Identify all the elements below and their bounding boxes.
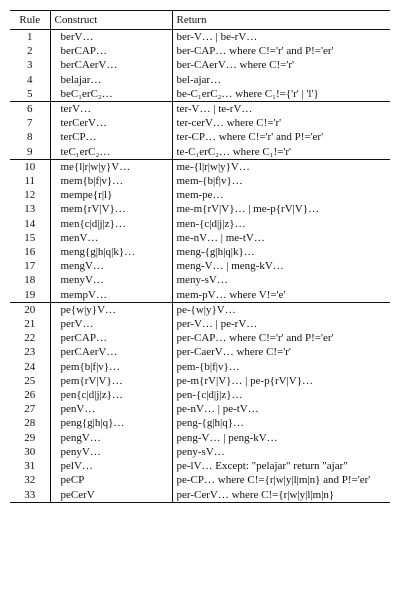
construct-cell: pengV…	[50, 431, 172, 445]
return-cell: peng-{g|h|q}…	[172, 416, 390, 430]
table-row	[10, 44, 390, 58]
rule-number: 9	[10, 145, 50, 160]
rule-number: 21	[24, 318, 36, 331]
table-row	[10, 188, 390, 202]
table-row	[10, 402, 390, 416]
table-row	[10, 459, 390, 473]
construct-cell: peCerV	[50, 488, 172, 503]
construct-cell: men{c|d|j|z}…	[50, 217, 172, 231]
construct-cell: berCAP…	[50, 44, 172, 58]
rule-number: 25	[24, 374, 36, 387]
return-cell: mem-pV… where V!='e'	[172, 288, 390, 303]
rule-number: 22	[24, 332, 36, 345]
construct-cell: mem{b|f|v}…	[50, 174, 172, 188]
construct-cell: mempV…	[50, 288, 172, 303]
return-cell: pe-CP… where C!={r|w|y|l|m|n} and P!='er'	[172, 473, 390, 487]
construct-cell: beC₁erC₂…	[50, 87, 172, 102]
rule-number: 19	[10, 288, 50, 303]
rule-number: 20	[24, 303, 36, 316]
rule-number: 6	[27, 103, 33, 116]
return-cell: ter-cerV… where C!='r'	[172, 116, 390, 130]
table-row	[10, 102, 390, 117]
rule-number: 28	[24, 417, 36, 430]
table-row	[10, 302, 390, 317]
return-cell: ter-V… | te-rV…	[172, 102, 390, 117]
construct-cell: me{l|r|w|y}V…	[50, 159, 172, 174]
return-cell: pen-{c|d|j|z}…	[172, 388, 390, 402]
construct-cell: terCP…	[50, 130, 172, 144]
return-cell: meng-V… | meng-kV…	[172, 259, 390, 273]
table-row	[10, 360, 390, 374]
return-cell: pe-{w|y}V…	[172, 302, 390, 317]
rule-number: 32	[24, 474, 36, 487]
table-row	[10, 217, 390, 231]
rule-number: 18	[24, 274, 36, 287]
construct-cell: pem{rV|V}…	[50, 374, 172, 388]
return-cell: per-CerV… where C!={r|w|y|l|m|n}	[172, 488, 390, 503]
construct-cell: penyV…	[50, 445, 172, 459]
construct-cell: pe{w|y}V…	[50, 302, 172, 317]
return-cell: peng-V… | peng-kV…	[172, 431, 390, 445]
table-row	[10, 245, 390, 259]
rule-number: 29	[24, 431, 36, 444]
return-cell: ber-CAerV… where C!='r'	[172, 58, 390, 72]
rule-number: 14	[24, 217, 36, 230]
header-construct: Construct	[50, 11, 172, 30]
rule-number: 33	[10, 488, 50, 503]
table-row	[10, 58, 390, 72]
return-cell: per-CAP… where C!='r' and P!='er'	[172, 331, 390, 345]
return-cell: pe-nV… | pe-tV…	[172, 402, 390, 416]
return-cell: me-nV… | me-tV…	[172, 231, 390, 245]
return-cell: ber-V… | be-rV…	[172, 30, 390, 45]
rule-number: 4	[27, 73, 33, 86]
table-row	[10, 374, 390, 388]
rule-number: 30	[24, 445, 36, 458]
table-row	[10, 317, 390, 331]
table-row	[10, 73, 390, 87]
return-cell: ber-CAP… where C!='r' and P!='er'	[172, 44, 390, 58]
table-row	[10, 345, 390, 359]
return-cell: te-C₁erC₂… where C₁!='r'	[172, 145, 390, 160]
return-cell: mem-{b|f|v}…	[172, 174, 390, 188]
return-cell: meny-sV…	[172, 273, 390, 287]
construct-cell: perCAerV…	[50, 345, 172, 359]
table-row	[10, 202, 390, 216]
construct-cell: menyV…	[50, 273, 172, 287]
rule-number: 27	[24, 403, 36, 416]
construct-cell: perCAP…	[50, 331, 172, 345]
table-row	[10, 445, 390, 459]
rule-number: 23	[24, 346, 36, 359]
rule-number: 16	[24, 246, 36, 259]
return-cell: pem-{b|f|v}…	[172, 360, 390, 374]
header-rule: Rule	[10, 11, 50, 30]
table-row	[10, 116, 390, 130]
rule-number: 12	[24, 189, 36, 202]
construct-cell: pem{b|f|v}…	[50, 360, 172, 374]
construct-cell: penV…	[50, 402, 172, 416]
return-cell: bel-ajar…	[172, 73, 390, 87]
rules-table	[10, 10, 390, 503]
header-return: Return	[172, 11, 390, 30]
construct-cell: meng{g|h|q|k}…	[50, 245, 172, 259]
rule-number: 15	[24, 231, 36, 244]
return-cell: pe-lV… Except: "pelajar" return "ajar"	[172, 459, 390, 473]
rule-number: 26	[24, 389, 36, 402]
rule-number: 10	[24, 160, 36, 173]
construct-cell: peCP	[50, 473, 172, 487]
table-row	[10, 130, 390, 144]
construct-cell: mem{rV|V}…	[50, 202, 172, 216]
table-row	[10, 159, 390, 174]
construct-cell: terV…	[50, 102, 172, 117]
rule-number: 24	[24, 360, 36, 373]
return-cell: pe-m{rV|V}… | pe-p{rV|V}…	[172, 374, 390, 388]
construct-cell: berCAerV…	[50, 58, 172, 72]
construct-cell: perV…	[50, 317, 172, 331]
table-row	[10, 416, 390, 430]
table-row	[10, 259, 390, 273]
table-row	[10, 388, 390, 402]
construct-cell: mengV…	[50, 259, 172, 273]
rule-number: 8	[27, 131, 33, 144]
construct-cell: berV…	[50, 30, 172, 45]
rule-number: 7	[27, 117, 33, 130]
rule-number: 5	[10, 87, 50, 102]
rule-number: 13	[24, 203, 36, 216]
return-cell: me-{l|r|w|y}V…	[172, 159, 390, 174]
rule-number: 11	[24, 175, 36, 188]
rule-number: 17	[24, 260, 36, 273]
return-cell: ter-CP… where C!='r' and P!='er'	[172, 130, 390, 144]
construct-cell: teC₁erC₂…	[50, 145, 172, 160]
construct-cell: belajar…	[50, 73, 172, 87]
table-row	[10, 331, 390, 345]
rule-number: 2	[27, 45, 33, 58]
table-row	[10, 30, 390, 45]
construct-cell: pen{c|d|j|z}…	[50, 388, 172, 402]
construct-cell: terCerV…	[50, 116, 172, 130]
return-cell: per-CaerV… where C!='r'	[172, 345, 390, 359]
return-cell: me-m{rV|V}… | me-p{rV|V}…	[172, 202, 390, 216]
table-row	[10, 231, 390, 245]
return-cell: mem-pe…	[172, 188, 390, 202]
table-row	[10, 145, 390, 160]
rules-body	[10, 30, 390, 503]
rule-number: 3	[27, 59, 33, 72]
rule-number: 31	[24, 460, 36, 473]
table-row	[10, 488, 390, 503]
construct-cell: mempe{r|l}	[50, 188, 172, 202]
rule-number: 1	[27, 31, 33, 43]
construct-cell: menV…	[50, 231, 172, 245]
table-row	[10, 174, 390, 188]
return-cell: peny-sV…	[172, 445, 390, 459]
return-cell: be-C₁erC₂… where C₁!={'r' | 'l'}	[172, 87, 390, 102]
return-cell: per-V… | pe-rV…	[172, 317, 390, 331]
table-row	[10, 473, 390, 487]
header-row	[10, 11, 390, 30]
construct-cell: pelV…	[50, 459, 172, 473]
return-cell: meng-{g|h|q|k}…	[172, 245, 390, 259]
table-row	[10, 288, 390, 303]
return-cell: men-{c|d|j|z}…	[172, 217, 390, 231]
table-row	[10, 273, 390, 287]
table-row	[10, 87, 390, 102]
construct-cell: peng{g|h|q}…	[50, 416, 172, 430]
table-row	[10, 431, 390, 445]
